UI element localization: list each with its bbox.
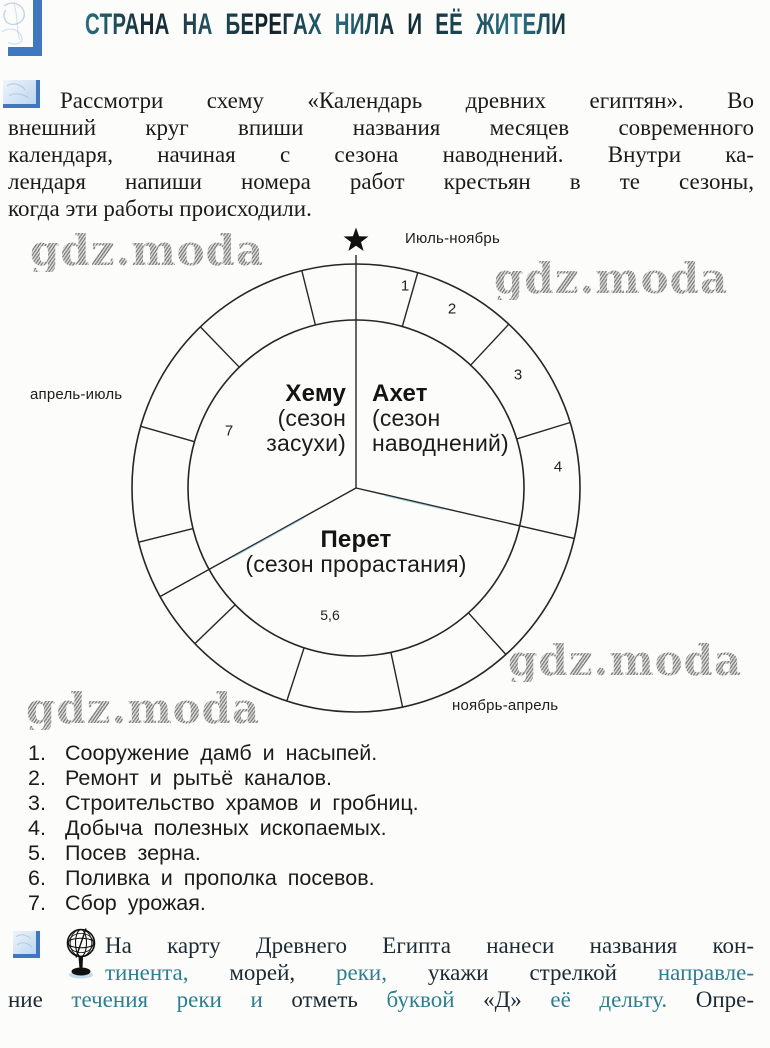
season-khemu-label: [266, 381, 346, 456]
item-number: 1.: [28, 741, 46, 765]
item-text: Строительство храмов и гробниц.: [65, 791, 419, 815]
works-list: [28, 741, 752, 916]
list-item: [28, 866, 752, 891]
item-text: Сбор урожая.: [65, 891, 206, 915]
month-range-label-bottom: ноябрь-апрель: [452, 697, 559, 714]
list-item: [28, 791, 752, 816]
item-number: 4.: [28, 816, 46, 840]
inner-number-khemu: 7: [224, 422, 234, 440]
ring-number-1: 1: [400, 277, 410, 295]
item-text: Посев зерна.: [65, 841, 201, 865]
season-akhet-name: Ахет: [372, 380, 428, 407]
season-akhet-label: [372, 381, 509, 456]
task2-line: тинента, морей, реки, укажи стрелкой направле-: [105, 960, 754, 985]
item-number: 6.: [28, 866, 46, 890]
ring-number-4: 4: [553, 458, 563, 476]
ring-number-2: 2: [447, 300, 457, 318]
list-item: [28, 816, 752, 841]
list-item: [28, 891, 752, 916]
item-text: Поливка и прополка посевов.: [65, 866, 375, 890]
list-item: [28, 841, 752, 866]
task1-line: когда эти работы происходили.: [8, 196, 312, 221]
season-khemu-sub2: засухи): [266, 430, 346, 456]
item-text: Сооружение дамб и насыпей.: [65, 741, 378, 765]
header-bracket-icon-bottom: [8, 47, 42, 56]
task1-line: лендаря напиши номера работ крестьян в те сезоны,: [8, 169, 754, 194]
list-item: [28, 766, 752, 791]
page-title: СТРАНА НА БЕРЕГАХ НИЛА И ЕЁ ЖИТЕЛИ: [85, 8, 567, 41]
watermark: gdz.moda: [30, 226, 265, 275]
season-peret-sub: (сезон прорастания): [245, 551, 467, 577]
season-akhet-sub1: (сезон: [372, 405, 441, 431]
season-peret-name: Перет: [320, 526, 392, 553]
item-text: Добыча полезных ископаемых.: [65, 816, 387, 840]
season-peret-label: [206, 527, 506, 577]
star-icon: [344, 228, 369, 252]
ring-number-3: 3: [513, 366, 523, 384]
item-text: Ремонт и рытьё каналов.: [65, 766, 332, 790]
task1-line: внешний круг впиши названия месяцев современного: [8, 115, 754, 140]
month-range-label-top: Июль-ноябрь: [405, 230, 500, 247]
item-number: 3.: [28, 791, 46, 815]
watermark: gdz.moda: [494, 254, 729, 303]
task2-line: На карту Древнего Египта нанеси названия кон-: [105, 933, 754, 958]
season-khemu-sub1: (сезон: [277, 405, 346, 431]
task1-line: календаря, начиная с сезона наводнений. Внутри ка-: [8, 142, 754, 167]
watermark: gdz.moda: [508, 636, 743, 685]
season-khemu-name: Хему: [285, 380, 346, 407]
task1-line: Рассмотри схему «Календарь древних египтян». Во: [60, 88, 754, 113]
list-item: [28, 741, 752, 766]
task2-paragraph: [8, 932, 754, 1013]
header-bracket-icon: [33, 0, 42, 52]
item-number: 7.: [28, 891, 46, 915]
season-akhet-sub2: наводнений): [372, 430, 509, 456]
item-number: 5.: [28, 841, 46, 865]
inner-number-peret: 5,6: [320, 607, 340, 623]
item-number: 2.: [28, 766, 46, 790]
task2-line: ние течения реки и отметь буквой «Д» её дельту. Опре-: [8, 987, 754, 1012]
month-range-label-left: апрель-июль: [30, 386, 123, 403]
watermark: gdz.moda: [26, 684, 261, 733]
task1-paragraph: [8, 87, 754, 222]
